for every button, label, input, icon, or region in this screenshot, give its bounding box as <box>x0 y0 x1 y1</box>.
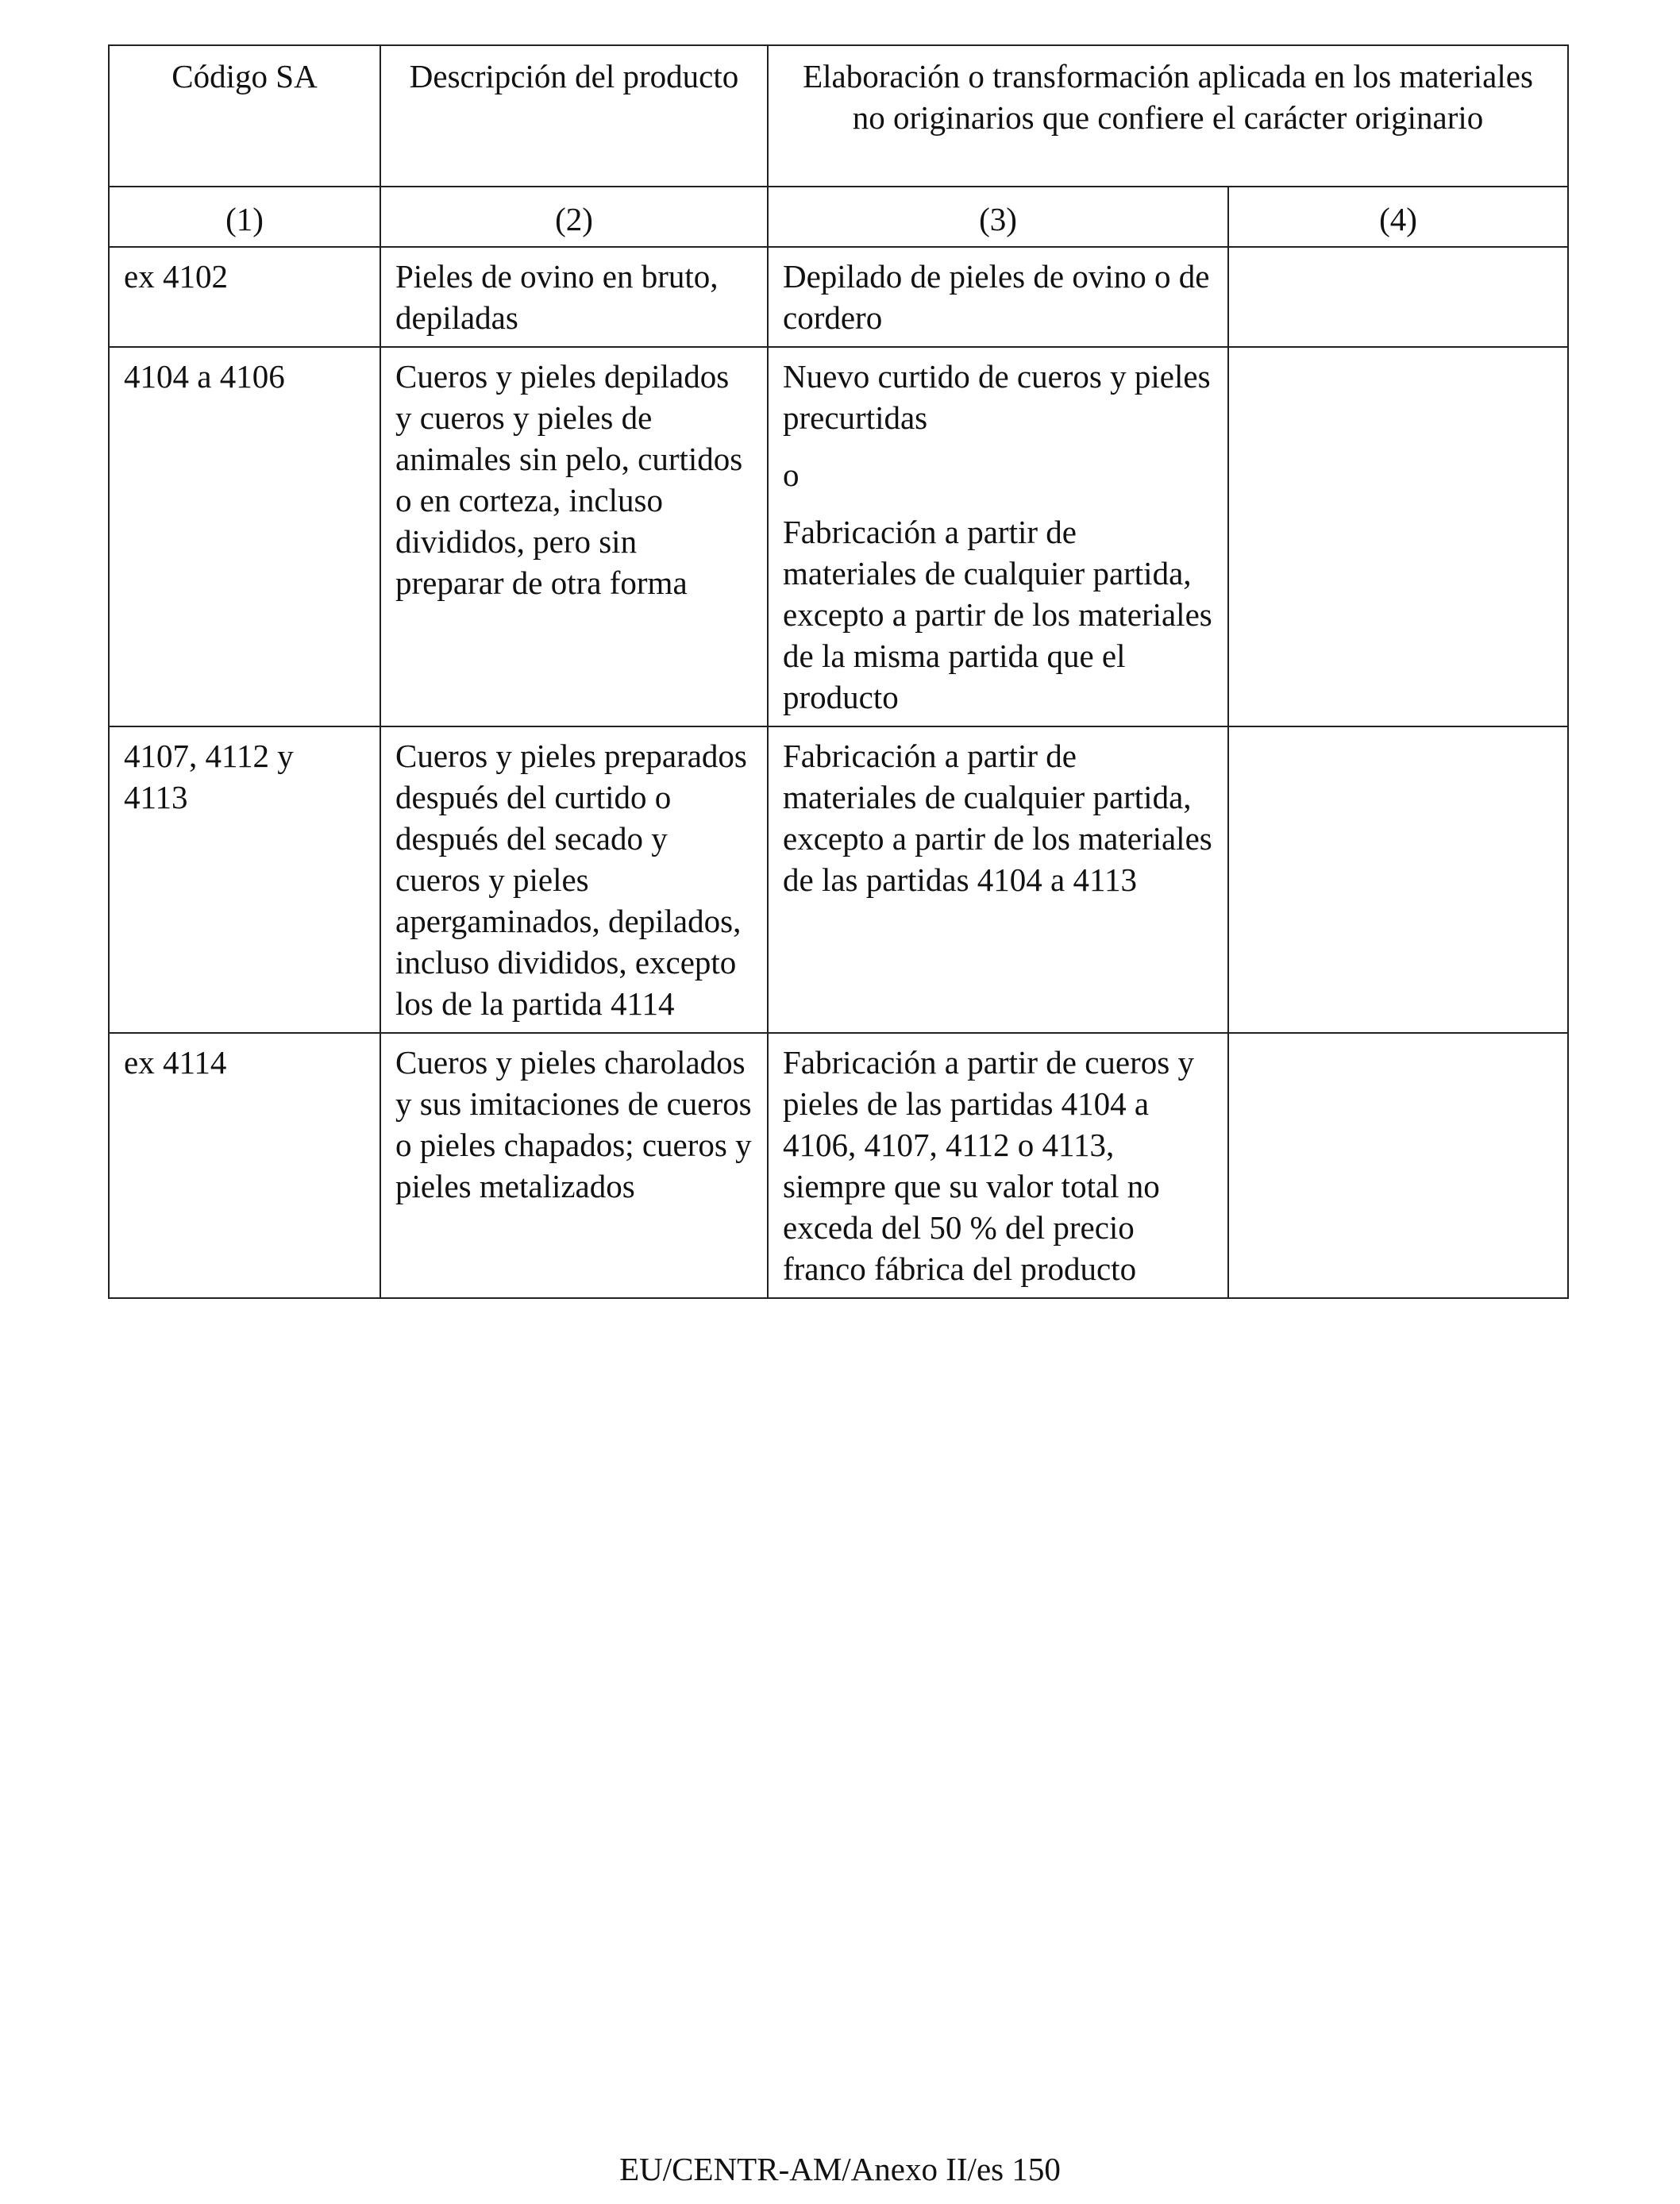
alternative-rule-cell <box>1228 247 1568 347</box>
hs-code-cell: 4107, 4112 y 4113 <box>109 726 380 1033</box>
table-row <box>109 1033 1568 1298</box>
header-product-description: Descripción del producto <box>380 45 768 187</box>
hs-code-cell: 4104 a 4106 <box>109 347 380 726</box>
origin-rules-table <box>108 44 1569 1299</box>
working-cell <box>768 247 1228 347</box>
description-cell: Cueros y pieles depilados y cueros y pieles de animales sin pelo, curtidos o en corteza, incluso divididos, pero sin preparar de otra forma <box>380 347 768 726</box>
working-cell <box>768 1033 1228 1298</box>
description-cell: Cueros y pieles preparados después del curtido o después del secado y cueros y pieles apergaminados, depilados, incluso divididos, excepto los de la partida 4114 <box>380 726 768 1033</box>
working-text-or: o <box>783 457 800 493</box>
page-footer-reference: EU/CENTR-AM/Anexo II/es 150 <box>619 2151 1061 2187</box>
table-row <box>109 247 1568 347</box>
alternative-rule-cell <box>1228 347 1568 726</box>
column-number-1: (1) <box>109 187 380 247</box>
table-row <box>109 347 1568 726</box>
hs-code-cell: ex 4102 <box>109 247 380 347</box>
table-header-row <box>109 45 1568 187</box>
description-cell: Cueros y pieles charolados y sus imitaciones de cueros o pieles chapados; cueros y pieles metalizados <box>380 1033 768 1298</box>
working-text: Fabricación a partir de materiales de cualquier partida, excepto a partir de los materiales de las partidas 4104 a 4113 <box>783 738 1212 898</box>
header-working-or-processing: Elaboración o transformación aplicada en los materiales no originarios que confiere el carácter originario <box>768 45 1568 187</box>
working-text: Fabricación a partir de cueros y pieles de las partidas 4104 a 4106, 4107, 4112 o 4113, siempre que su valor total no exceda del 50 % del precio franco fábrica del producto <box>783 1044 1194 1287</box>
working-cell <box>768 347 1228 726</box>
column-number-2: (2) <box>380 187 768 247</box>
alternative-rule-cell <box>1228 1033 1568 1298</box>
description-cell: Pieles de ovino en bruto, depiladas <box>380 247 768 347</box>
working-text: Depilado de pieles de ovino o de cordero <box>783 258 1210 336</box>
table-row <box>109 726 1568 1033</box>
column-number-4: (4) <box>1228 187 1568 247</box>
working-text: Nuevo curtido de cueros y pieles precurtidas <box>783 358 1211 436</box>
column-number-row <box>109 187 1568 247</box>
alternative-rule-cell <box>1228 726 1568 1033</box>
working-text: Fabricación a partir de materiales de cualquier partida, excepto a partir de los materiales de la misma partida que el producto <box>783 514 1212 715</box>
hs-code-cell: ex 4114 <box>109 1033 380 1298</box>
working-cell <box>768 726 1228 1033</box>
column-number-3: (3) <box>768 187 1228 247</box>
header-hs-code: Código SA <box>109 45 380 187</box>
